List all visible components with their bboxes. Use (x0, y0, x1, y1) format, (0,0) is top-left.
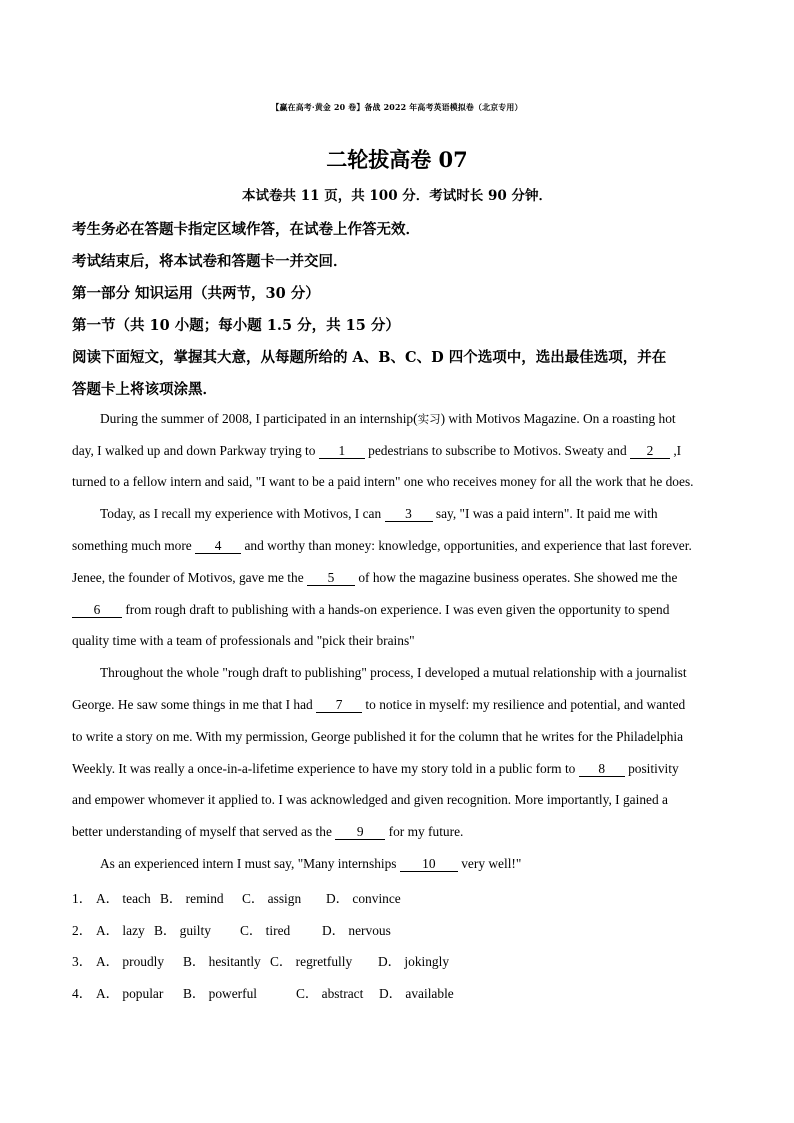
blank-5[interactable]: 5 (307, 571, 355, 586)
blank-4[interactable]: 4 (195, 539, 241, 554)
blank-10[interactable]: 10 (400, 857, 458, 872)
question-4 (72, 983, 454, 1002)
passage-line: something much more 4 and worthy than money: knowledge, opportunities, and experience that last forever. (72, 538, 692, 553)
blank-1[interactable]: 1 (319, 444, 365, 459)
option-b[interactable]: B． guilty (154, 923, 211, 938)
option-c[interactable]: C． tired (240, 923, 291, 938)
question-number: 1． (72, 891, 93, 906)
part-heading: 第一部分 知识运用（共两节，30 分） (72, 285, 320, 302)
question-number: 3． (72, 954, 93, 969)
option-a[interactable]: A． teach (96, 891, 151, 906)
option-d[interactable]: D． available (379, 986, 454, 1001)
passage-line: better understanding of myself that served as the 9 for my future. (72, 824, 464, 839)
passage-line: Weekly. It was really a once-in-a-lifetime experience to have my story told in a public form to 8 positivity (72, 761, 679, 776)
passage-line: and empower whomever it applied to. I was acknowledged and given recognition. More importantly, I gained a (72, 792, 668, 807)
option-d[interactable]: D． jokingly (378, 954, 450, 969)
blank-6[interactable]: 6 (72, 603, 122, 618)
question-2 (72, 920, 391, 939)
passage-line: Jenee, the founder of Motivos, gave me the 5 of how the magazine business operates. She showed me the (72, 570, 678, 585)
option-d[interactable]: D． nervous (322, 923, 391, 938)
option-a[interactable]: A． lazy (96, 923, 145, 938)
option-c[interactable]: C． abstract (296, 986, 364, 1001)
blank-3[interactable]: 3 (385, 507, 433, 522)
exam-info: 本试卷共 11 页，共 100 分．考试时长 90 分钟． (242, 188, 552, 204)
passage-line: George. He saw some things in me that I had 7 to notice in myself: my resilience and potential, and wanted (72, 697, 686, 712)
option-a[interactable]: A． proudly (96, 954, 165, 969)
option-d[interactable]: D． convince (326, 891, 401, 906)
blank-8[interactable]: 8 (579, 762, 625, 777)
question-3 (72, 951, 449, 970)
instruction-line-1: 考生务必在答题卡指定区域作答，在试卷上作答无效． (72, 221, 420, 238)
passage-line: During the summer of 2008, I participated in an internship(实习) with Motivos Magazine. On a roasting hot (100, 411, 676, 426)
passage-line: turned to a fellow intern and said, "I want to be a paid intern" one who receives money for all the work that he does. (72, 474, 694, 489)
option-b[interactable]: B． remind (160, 891, 224, 906)
instruction-line-2: 考试结束后，将本试卷和答题卡一并交回． (72, 253, 348, 270)
passage-line: to write a story on me. With my permission, George published it for the column that he writes for the Philadelphia (72, 729, 684, 744)
option-b[interactable]: B． hesitantly (183, 954, 261, 969)
blank-7[interactable]: 7 (316, 698, 362, 713)
passage-line: Throughout the whole "rough draft to publishing" process, I developed a mutual relationship with a journalist (100, 665, 687, 680)
passage-line: quality time with a team of professionals and "pick their brains" (72, 633, 415, 648)
directions-line-2: 答题卡上将该项涂黑． (72, 381, 217, 398)
passage-line: 6 from rough draft to publishing with a hands-on experience. I was even given the opportunity to spend (72, 602, 669, 618)
exam-subtitle: 二轮拔高卷 07 (326, 147, 468, 172)
option-a[interactable]: A． popular (96, 986, 164, 1001)
passage-line: As an experienced intern I must say, "Many internships 10 very well!" (100, 856, 522, 871)
option-c[interactable]: C． assign (242, 891, 302, 906)
option-b[interactable]: B． powerful (183, 986, 258, 1001)
question-1 (72, 888, 401, 907)
blank-2[interactable]: 2 (630, 444, 670, 459)
blank-9[interactable]: 9 (335, 825, 385, 840)
question-number: 2． (72, 923, 93, 938)
exam-title: 【赢在高考·黄金 20 卷】备战 2022 年高考英语模拟卷（北京专用） (271, 103, 523, 112)
passage-line: Today, as I recall my experience with Motivos, I can 3 say, "I was a paid intern". It paid me with (100, 506, 658, 521)
section-heading: 第一节（共 10 小题；每小题 1.5 分，共 15 分） (72, 317, 400, 334)
option-c[interactable]: C． regretfully (270, 954, 353, 969)
passage-line: day, I walked up and down Parkway trying to 1 pedestrians to subscribe to Motivos. Sweaty and 2 ,I (72, 443, 682, 458)
question-number: 4． (72, 986, 93, 1001)
directions-line-1: 阅读下面短文，掌握其大意，从每题所给的 A、B、C、D 四个选项中，选出最佳选项，并在 (72, 349, 667, 366)
